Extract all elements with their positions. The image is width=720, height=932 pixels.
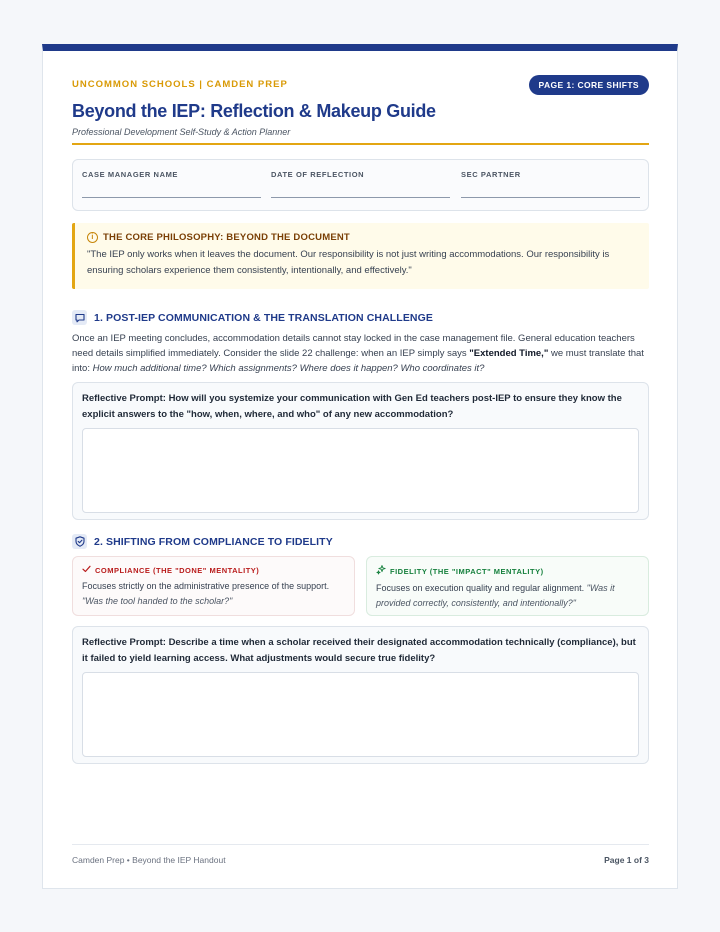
date-of-reflection-line[interactable] <box>271 197 450 198</box>
sec-partner-line[interactable] <box>461 197 640 198</box>
case-manager-label: CASE MANAGER NAME <box>82 170 179 179</box>
section-2-prompt: Reflective Prompt: Describe a time when a scholar received their designated accommodation technically (compliance), but it failed to yield learning access. What adjustments would secure true fidelity? <box>82 637 636 664</box>
compliance-card-text <box>82 579 345 608</box>
core-philosophy-quote: "The IEP only works when it leaves the document. Our responsibility is not just writing accommodations. Our responsibility is ensuring scholars experience them consistently, intentionally, and effectively." <box>87 249 610 276</box>
handout-page <box>42 44 678 889</box>
section-1-body-bold: "Extended Time," <box>469 348 549 359</box>
core-philosophy-title-row <box>87 232 637 243</box>
section-1-answer-area[interactable] <box>82 428 639 513</box>
section-1-prompt-box <box>72 382 649 520</box>
fidelity-card-body: Focuses on execution quality and regular alignment. <box>376 583 587 593</box>
section-2-prompt-box <box>72 626 649 764</box>
footer-left-text: Camden Prep • Beyond the IEP Handout <box>72 855 226 865</box>
brand-label: UNCOMMON SCHOOLS | CAMDEN PREP <box>72 79 288 90</box>
checkmark-icon <box>82 565 91 575</box>
section-1-body-italic: How much additional time? Which assignments? Where does it happen? Who coordinates it? <box>92 363 485 374</box>
sec-partner-label: SEC PARTNER <box>461 170 521 179</box>
footer-divider <box>72 844 649 845</box>
header-divider <box>72 143 649 145</box>
sparkle-icon <box>376 565 386 577</box>
section-2-answer-area[interactable] <box>82 672 639 757</box>
fidelity-card-text <box>376 581 639 610</box>
meta-fields-box <box>72 159 649 211</box>
footer-page-number <box>604 855 649 865</box>
case-manager-field[interactable] <box>82 170 261 198</box>
page-subtitle: Professional Development Self-Study & Action Planner <box>72 127 291 137</box>
compliance-card <box>72 556 355 616</box>
core-philosophy-callout <box>72 223 649 289</box>
section-1-body-part1: Once an IEP meeting concludes, accommodation details cannot stay locked in the case management file. General education teachers need details simplified immediately. Consider the slide 22 challenge: when an IEP simply says <box>72 333 635 359</box>
section-1-body-part2: we must translate that into: <box>72 348 644 374</box>
chat-bubble-icon <box>72 310 87 325</box>
section-2-heading <box>72 534 333 549</box>
section-1-body <box>72 331 649 376</box>
compliance-card-title: COMPLIANCE (THE "DONE" MENTALITY) <box>95 565 260 575</box>
compliance-card-body: Focuses strictly on the administrative presence of the support. <box>82 581 330 591</box>
section-2-title: 2. SHIFTING FROM COMPLIANCE TO FIDELITY <box>94 535 333 548</box>
date-of-reflection-label: DATE OF REFLECTION <box>271 170 365 179</box>
page-badge: PAGE 1: CORE SHIFTS <box>529 75 649 95</box>
fidelity-card-quote: "Was it provided correctly, consistently, and intentionally?" <box>376 583 615 608</box>
core-philosophy-title: THE CORE PHILOSOPHY: BEYOND THE DOCUMENT <box>103 232 350 243</box>
case-manager-line[interactable] <box>82 197 261 198</box>
footer-page-number-text: Page 1 of 3 <box>604 855 649 865</box>
info-icon: i <box>87 232 98 243</box>
fidelity-card-title-row <box>376 565 639 577</box>
section-1-heading <box>72 310 433 325</box>
compliance-card-title-row <box>82 565 345 575</box>
date-of-reflection-field[interactable] <box>271 170 450 198</box>
shield-check-icon <box>72 534 87 549</box>
section-1-prompt: Reflective Prompt: How will you systemize your communication with Gen Ed teachers post-IEP to ensure they know the explicit answers to the "how, when, where, and who" of any new accommodation? <box>82 393 622 420</box>
section-1-title: 1. POST-IEP COMMUNICATION & THE TRANSLATION CHALLENGE <box>94 311 433 324</box>
compliance-card-quote: "Was the tool handed to the scholar?" <box>82 595 233 606</box>
fidelity-card-title: FIDELITY (THE "IMPACT" MENTALITY) <box>390 566 544 576</box>
sec-partner-field[interactable] <box>461 170 640 198</box>
fidelity-card <box>366 556 649 616</box>
page-title: Beyond the IEP: Reflection & Makeup Guide <box>72 101 436 121</box>
